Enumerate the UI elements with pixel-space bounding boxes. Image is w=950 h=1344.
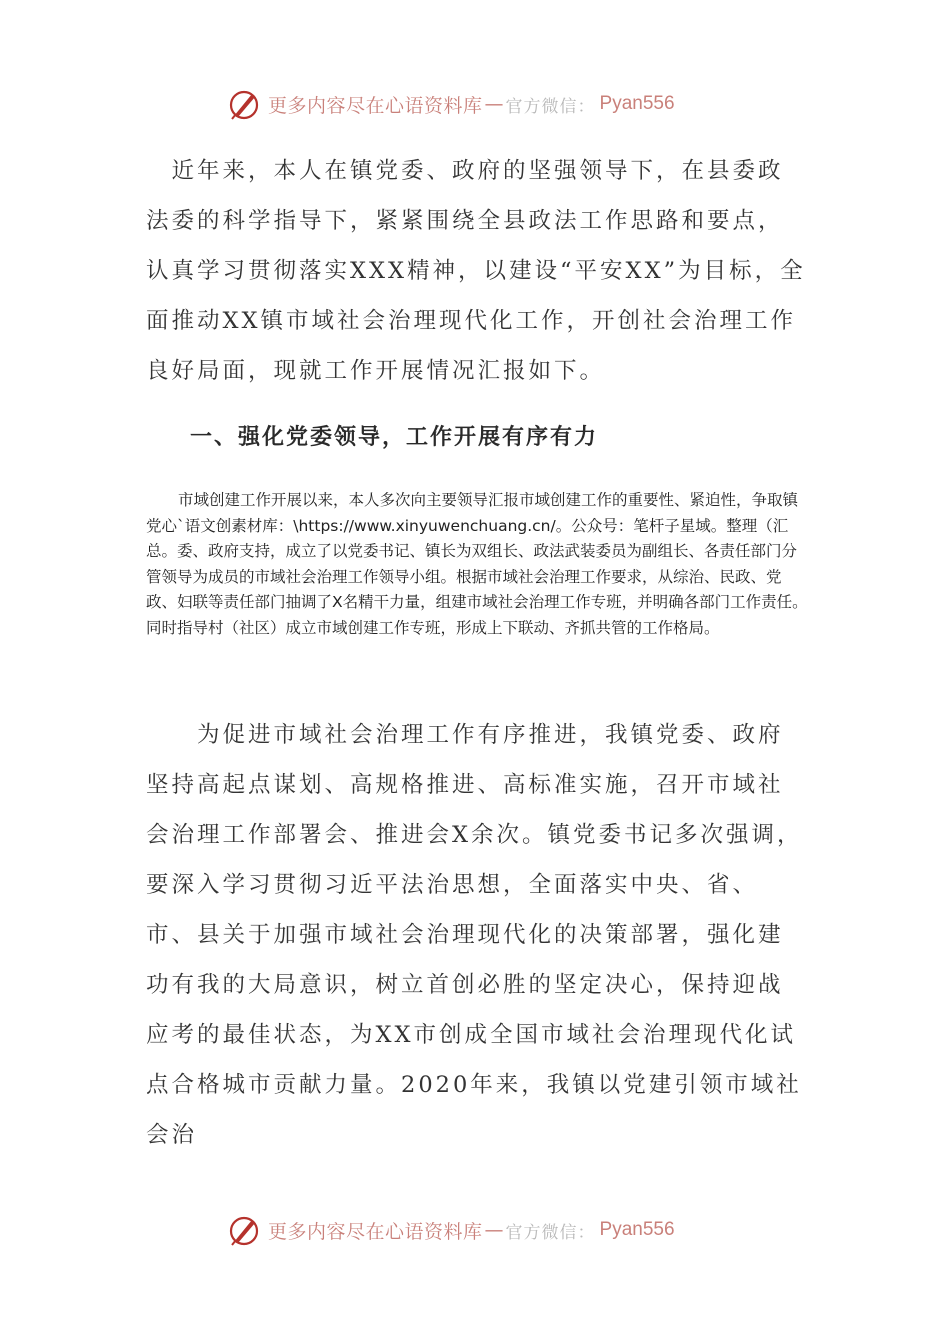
wechat-id: Pyan556: [599, 93, 675, 114]
header-watermark-banner: [226, 84, 746, 124]
section-heading: 一、强化党委领导，工作开展有序有力: [190, 425, 599, 450]
banner-dash: —: [484, 93, 504, 115]
banner-dash: —: [484, 1219, 504, 1241]
quill-pen-circle-icon: [226, 86, 262, 122]
footer-watermark-banner: [226, 1210, 746, 1250]
body-paragraph: 为促进市域社会治理工作有序推进，我镇党委、政府坚持高起点谋划、高规格推进、高标准实施，召开市域社会治理工作部署会、推进会X余次。镇党委书记多次强调，要深入学习贯彻习近平法治思想，全面落实中央、省、市、县关于加强市域社会治理现代化的决策部署，强化建功有我的大局意识，树立首创必胜的坚定决心，保持迎战应考的最佳状态，为XX市创成全国市域社会治理现代化试点合格城市贡献力量。2020年来，我镇以党建引领市域社会治: [146, 722, 803, 1148]
wechat-label: 官方微信：: [505, 1222, 596, 1243]
quill-pen-circle-icon: [226, 1212, 262, 1248]
section-paragraph-small: 市域创建工作开展以来，本人多次向主要领导汇报市域创建工作的重要性、紧迫性，争取镇党心`语文创素材库：\https://www.xinyuwenchuang.cn/。公众号：笔杆子星域。整理（汇总。委、政府支持，成立了以党委书记、镇长为双组长、政法武装委员为副组长、各责任部门分管领导为成员的市域社会治理工作领导小组。根据市域社会治理工作要求，从综治、民政、党政、妇联等责任部门抽调了X名精干力量，组建市域社会治理工作专班，并明确各部门工作责任。同时指导村（社区）成立市域创建工作专班，形成上下联动、齐抓共管的工作格局。: [146, 491, 808, 637]
intro-paragraph: 近年来，本人在镇党委、政府的坚强领导下，在县委政法委的科学指导下，紧紧围绕全县政法工作思路和要点，认真学习贯彻落实XXX精神，以建设“平安XX”为目标，全面推动XX镇市域社会治理现代化工作，开创社会治理工作良好局面，现就工作开展情况汇报如下。: [146, 158, 806, 384]
site-slogan: 更多内容尽在心语资料库: [268, 1220, 483, 1243]
site-slogan: 更多内容尽在心语资料库: [268, 94, 483, 117]
wechat-id: Pyan556: [599, 1219, 675, 1240]
wechat-label: 官方微信：: [505, 96, 596, 117]
